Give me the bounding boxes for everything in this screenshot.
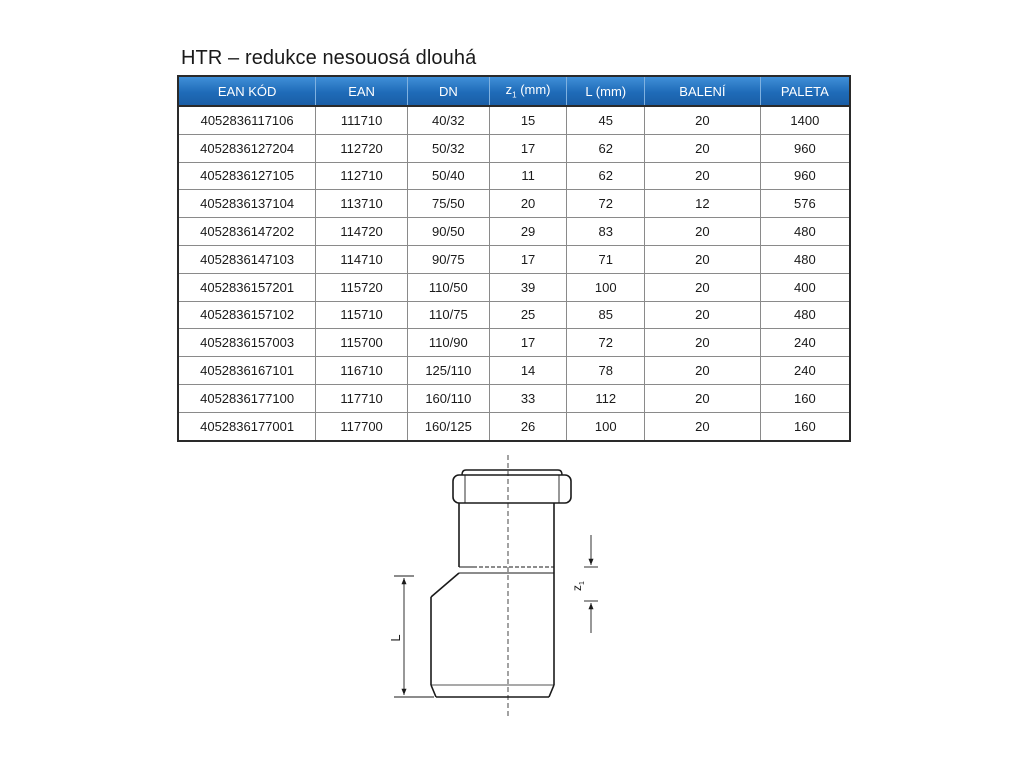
cell-z1: 29: [489, 218, 567, 246]
cell-ean: 114720: [316, 218, 408, 246]
header-baleni: BALENÍ: [645, 76, 761, 106]
cell-paleta: 160: [760, 384, 850, 412]
cell-ean: 117700: [316, 412, 408, 440]
cell-ean-kod: 4052836137104: [178, 190, 316, 218]
cell-ean-kod: 4052836157201: [178, 273, 316, 301]
cell-z1: 25: [489, 301, 567, 329]
cell-baleni: 20: [645, 412, 761, 440]
cell-baleni: 20: [645, 273, 761, 301]
cell-dn: 110/50: [407, 273, 489, 301]
cell-ean-kod: 4052836117106: [178, 106, 316, 134]
cell-baleni: 20: [645, 106, 761, 134]
header-z1: [489, 76, 567, 106]
dimension-z1-subscript: 1: [579, 581, 586, 585]
cell-ean-kod: 4052836177001: [178, 412, 316, 440]
cell-ean: 115710: [316, 301, 408, 329]
cell-ean: 114710: [316, 245, 408, 273]
cell-z1: 20: [489, 190, 567, 218]
pipe-socket-cap: [453, 470, 571, 503]
table-row: [178, 384, 850, 412]
cell-baleni: 20: [645, 357, 761, 385]
cell-l: 72: [567, 190, 645, 218]
cell-paleta: 960: [760, 134, 850, 162]
cell-l: 71: [567, 245, 645, 273]
header-ean: EAN: [316, 76, 408, 106]
cell-z1: 17: [489, 329, 567, 357]
cell-baleni: 20: [645, 301, 761, 329]
cell-dn: 110/75: [407, 301, 489, 329]
cell-paleta: 160: [760, 412, 850, 440]
cell-z1: 14: [489, 357, 567, 385]
cell-dn: 125/110: [407, 357, 489, 385]
header-z1-symbol: z: [505, 82, 513, 98]
cell-dn: 40/32: [407, 106, 489, 134]
pipe-reducer-transition: [431, 573, 459, 597]
cell-ean: 116710: [316, 357, 408, 385]
table-row: [178, 329, 850, 357]
table-row: [178, 134, 850, 162]
table-row: [178, 245, 850, 273]
cell-paleta: 480: [760, 301, 850, 329]
cell-l: 112: [567, 384, 645, 412]
cell-dn: 50/40: [407, 162, 489, 190]
cell-dn: 90/75: [407, 245, 489, 273]
cell-z1: 17: [489, 134, 567, 162]
cell-baleni: 20: [645, 218, 761, 246]
cell-l: 62: [567, 134, 645, 162]
cell-paleta: 480: [760, 218, 850, 246]
cell-paleta: 1400: [760, 106, 850, 134]
dimension-z1-symbol: z: [570, 584, 584, 591]
cell-l: 83: [567, 218, 645, 246]
cell-ean-kod: 4052836167101: [178, 357, 316, 385]
table-row: [178, 218, 850, 246]
header-dn: DN: [407, 76, 489, 106]
cell-z1: 17: [489, 245, 567, 273]
cell-paleta: 240: [760, 329, 850, 357]
cell-z1: 26: [489, 412, 567, 440]
cell-z1: 39: [489, 273, 567, 301]
cell-l: 45: [567, 106, 645, 134]
table-header-row: [178, 76, 850, 106]
pipe-lower-body: [431, 573, 554, 697]
cell-l: 72: [567, 329, 645, 357]
header-z1-subscript: 1: [512, 90, 517, 100]
header-ean-kod: EAN KÓD: [178, 76, 316, 106]
table-row: [178, 357, 850, 385]
header-l: L (mm): [567, 76, 645, 106]
cell-l: 85: [567, 301, 645, 329]
table-row: [178, 273, 850, 301]
cell-ean: 111710: [316, 106, 408, 134]
cell-baleni: 20: [645, 134, 761, 162]
cell-ean-kod: 4052836177100: [178, 384, 316, 412]
header-z1-unit: (mm): [516, 82, 551, 98]
cell-dn: 50/32: [407, 134, 489, 162]
cell-ean: 113710: [316, 190, 408, 218]
header-paleta: PALETA: [760, 76, 850, 106]
cell-paleta: 480: [760, 245, 850, 273]
table-row: [178, 190, 850, 218]
cell-paleta: 576: [760, 190, 850, 218]
cell-l: 78: [567, 357, 645, 385]
cell-paleta: 240: [760, 357, 850, 385]
cell-z1: 33: [489, 384, 567, 412]
cell-ean-kod: 4052836157102: [178, 301, 316, 329]
cell-l: 62: [567, 162, 645, 190]
cell-z1: 15: [489, 106, 567, 134]
cell-ean: 115700: [316, 329, 408, 357]
cell-l: 100: [567, 412, 645, 440]
cell-ean: 112720: [316, 134, 408, 162]
dimension-z1: [584, 535, 598, 633]
table-row: [178, 162, 850, 190]
reducer-technical-drawing: [370, 455, 630, 720]
table-row: [178, 412, 850, 440]
cell-dn: 160/110: [407, 384, 489, 412]
cell-ean: 112710: [316, 162, 408, 190]
cell-ean-kod: 4052836157003: [178, 329, 316, 357]
cell-l: 100: [567, 273, 645, 301]
cell-ean-kod: 4052836127105: [178, 162, 316, 190]
cell-ean-kod: 4052836127204: [178, 134, 316, 162]
table-row: [178, 106, 850, 134]
cell-z1: 11: [489, 162, 567, 190]
cell-ean-kod: 4052836147103: [178, 245, 316, 273]
cell-paleta: 960: [760, 162, 850, 190]
cell-baleni: 12: [645, 190, 761, 218]
cell-paleta: 400: [760, 273, 850, 301]
cell-dn: 160/125: [407, 412, 489, 440]
cell-dn: 110/90: [407, 329, 489, 357]
cell-dn: 90/50: [407, 218, 489, 246]
pipe-upper-body: [459, 503, 554, 573]
table-row: [178, 301, 850, 329]
cell-baleni: 20: [645, 384, 761, 412]
dimension-l-label: L: [388, 634, 403, 642]
cell-baleni: 20: [645, 245, 761, 273]
cell-dn: 75/50: [407, 190, 489, 218]
cell-ean-kod: 4052836147202: [178, 218, 316, 246]
cell-baleni: 20: [645, 329, 761, 357]
cell-baleni: 20: [645, 162, 761, 190]
dimension-z1-label: [570, 581, 586, 591]
page-title: HTR – redukce nesouosá dlouhá: [181, 47, 477, 69]
cell-ean: 115720: [316, 273, 408, 301]
product-spec-table: [177, 75, 851, 442]
cell-ean: 117710: [316, 384, 408, 412]
